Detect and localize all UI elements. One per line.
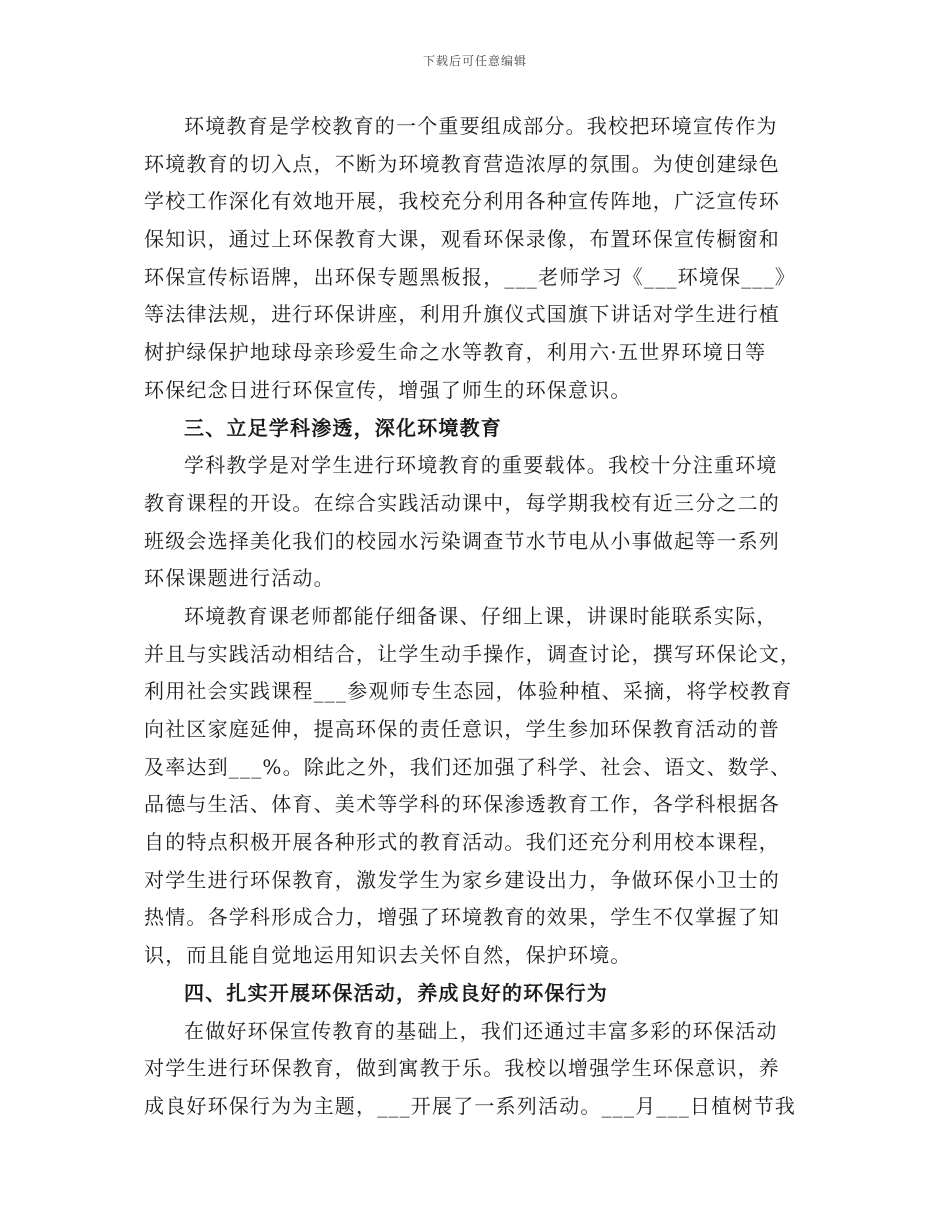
text-line: 对学生进行环保教育，做到寓教于乐。我校以增强学生环保意识，养 (144, 1056, 780, 1081)
text-line: 利用社会实践课程___参观师专生态园，体验种植、采摘，将学校教育 (144, 679, 793, 704)
text-line: 等法律法规，进行环保讲座，利用升旗仪式国旗下讲话对学生进行植 (144, 302, 780, 327)
text-line: 并且与实践活动相结合，让学生动手操作，调查讨论，撰写环保论文， (144, 641, 802, 666)
text-line: 自的特点积极开展各种形式的教育活动。我们还充分利用校本课程， (144, 830, 780, 855)
text-line: 在做好环保宣传教育的基础上，我们还通过丰富多彩的环保活动 (184, 1018, 778, 1043)
text-line: 保知识，通过上环保教育大课，观看环保录像，布置环保宣传橱窗和 (144, 227, 780, 252)
text-line: 对学生进行环保教育，激发学生为家乡建设出力，争做环保小卫士的 (144, 867, 780, 892)
text-line: 学校工作深化有效地开展，我校充分利用各种宣传阵地，广泛宣传环 (144, 189, 780, 214)
text-line: 环境教育是学校教育的一个重要组成部分。我校把环境宣传作为 (184, 114, 778, 138)
text-line: 及率达到___%。除此之外，我们还加强了科学、社会、语文、数学、 (144, 754, 792, 779)
text-line: 教育课程的开设。在综合实践活动课中，每学期我校有近三分之二的 (144, 490, 780, 515)
text-line: 班级会选择美化我们的校园水污染调查节水节电从小事做起等一系列 (144, 528, 780, 553)
text-line: 识，而且能自觉地运用知识去关怀自然，保护环境。 (144, 943, 632, 968)
section-heading: 四、扎实开展环保活动，养成良好的环保行为 (184, 980, 608, 1005)
text-line: 学科教学是对学生进行环境教育的重要载体。我校十分注重环境 (184, 453, 778, 478)
text-line: 环境教育课老师都能仔细备课、仔细上课，讲课时能联系实际， (184, 603, 778, 628)
document-body (144, 108, 824, 1126)
text-line: 环保课题进行活动。 (144, 566, 335, 591)
text-line: 品德与生活、体育、美术等学科的环保渗透教育工作，各学科根据各 (144, 792, 780, 817)
text-line: 树护绿保护地球母亲珍爱生命之水等教育，利用六·五世界环境日等 (144, 340, 767, 365)
text-line: 成良好环保行为为主题，___开展了一系列活动。___月___日植树节我 (144, 1093, 796, 1118)
text-line: 环保纪念日进行环保宣传，增强了师生的环保意识。 (144, 377, 632, 402)
text-line: 环保宣传标语牌，出环保专题黑板报，___老师学习《___环境保___》 (144, 264, 796, 289)
page-header-note: 下载后可任意编辑 (422, 54, 527, 68)
section-heading: 三、立足学科渗透，深化环境教育 (184, 415, 502, 440)
text-line: 向社区家庭延伸，提高环保的责任意识，学生参加环保教育活动的普 (144, 717, 780, 741)
text-line: 热情。各学科形成合力，增强了环境教育的效果，学生不仅掌握了知 (144, 905, 780, 930)
text-line: 环境教育的切入点，不断为环境教育营造浓厚的氛围。为使创建绿色 (144, 151, 780, 176)
